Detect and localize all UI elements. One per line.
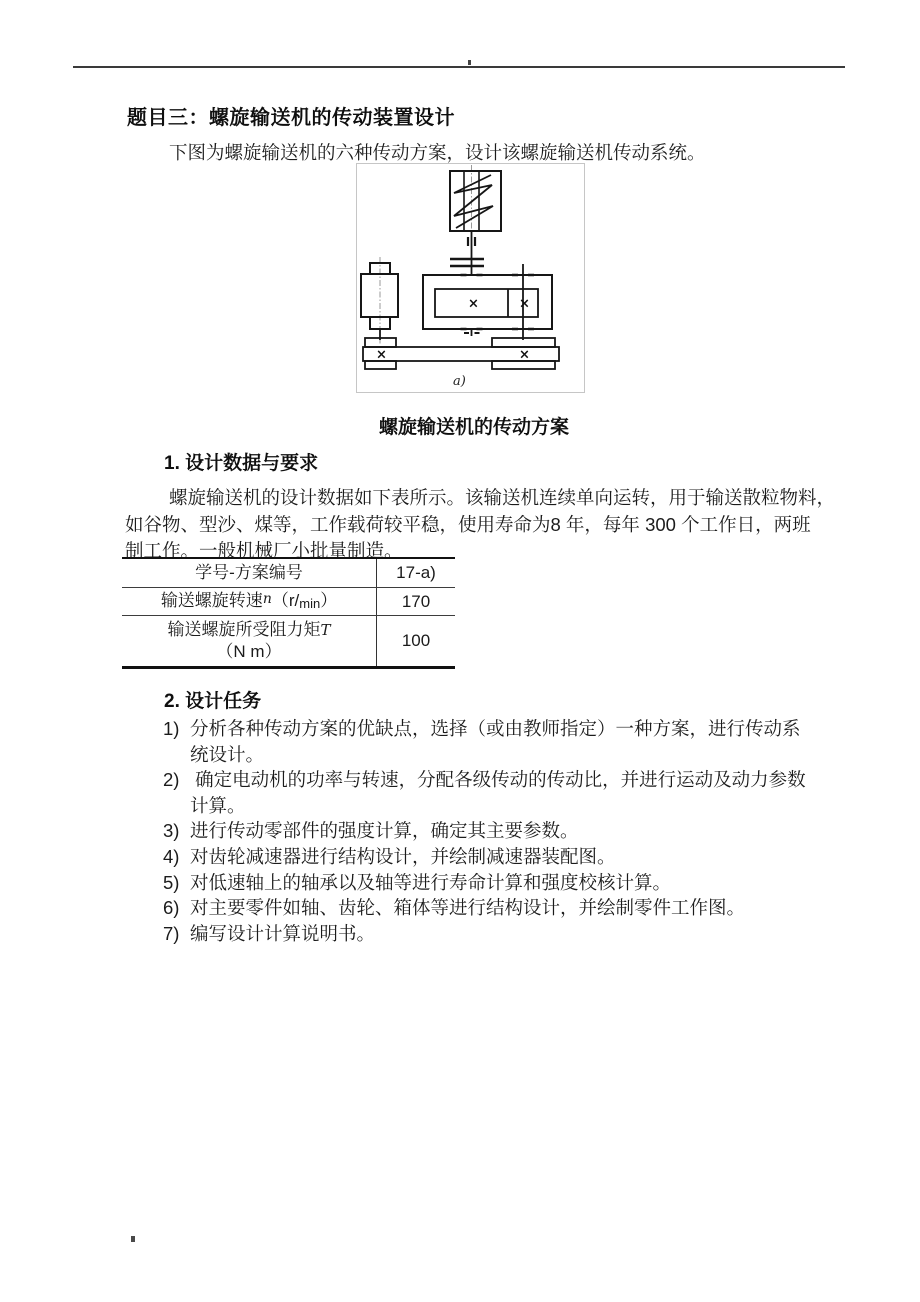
row2-label-text: 输送螺旋转速	[160, 591, 263, 610]
row2-value: 170	[401, 591, 431, 611]
torque-symbol: T	[320, 621, 331, 639]
unit-close: ）	[320, 591, 338, 610]
item-line: 统设计。	[190, 743, 265, 765]
unit-open: （r/	[271, 591, 300, 610]
speed-symbol: n	[262, 591, 272, 607]
figure-title: 螺旋输送机的传动方案	[378, 417, 569, 438]
item-line: 确定电动机的功率与转速，分配各级传动的传动比，并进行运动及动力参数	[190, 769, 806, 791]
item-line: 对齿轮减速器进行结构设计，并绘制减速器装配图。	[190, 845, 616, 867]
screw-helix	[454, 175, 493, 228]
item-text	[190, 767, 806, 818]
list-item	[163, 921, 806, 947]
item-line: 进行传动零部件的强度计算，确定其主要参数。	[190, 820, 579, 842]
section2-heading: 2. 设计任务	[164, 691, 262, 712]
list-item	[163, 844, 806, 870]
transmission-scheme-drawing	[357, 164, 584, 392]
gear-cross-left: ×	[468, 296, 479, 312]
row3-label-line2: （N m）	[216, 642, 282, 661]
list-item	[163, 818, 806, 844]
task-list	[163, 716, 806, 946]
item-number: 3)	[163, 820, 180, 842]
row1-value: 17-a)	[396, 563, 436, 582]
pulley-cross-left: ×	[376, 347, 387, 363]
motor-symbol	[361, 263, 398, 340]
item-line: 编写设计计算说明书。	[190, 922, 376, 944]
table-row	[122, 588, 455, 616]
intro-paragraph: 下图为螺旋输送机的六种传动方案，设计该螺旋输送机传动系统。	[169, 142, 706, 163]
gear-cross-right: ×	[519, 296, 530, 312]
figure-caption-label: a)	[453, 374, 466, 389]
paragraph-line: 如谷物、型沙、煤等，工作载荷较平稳，使用寿命为8 年，每年 300 个工作日，两班	[125, 513, 811, 535]
item-text	[190, 895, 745, 921]
paragraph-line: 制工作。一般机械厂小批量制造。	[125, 540, 403, 561]
page-title: 题目三：螺旋输送机的传动装置设计	[127, 107, 455, 129]
item-text	[190, 844, 616, 870]
item-number: 5)	[163, 871, 180, 893]
item-text	[190, 921, 375, 947]
item-number: 6)	[163, 897, 180, 919]
table-row	[122, 559, 455, 588]
item-number: 1)	[163, 718, 180, 739]
list-item	[163, 716, 806, 767]
paragraph-line: 螺旋输送机的设计数据如下表所示。该输送机连续单向运转，用于输送散粒物料，	[169, 487, 836, 508]
item-text	[190, 716, 801, 767]
row1-label: 学号-方案编号	[195, 563, 303, 582]
section1-paragraph	[125, 485, 835, 565]
gearbox-symbol	[423, 275, 552, 336]
item-text	[190, 818, 579, 844]
table-row	[122, 616, 455, 666]
design-data-table	[122, 557, 455, 669]
list-item	[163, 767, 806, 818]
table-row-label	[122, 588, 377, 615]
section1-heading: 1. 设计数据与要求	[164, 453, 319, 474]
item-number: 4)	[163, 845, 180, 867]
coupling-symbol	[450, 259, 484, 266]
item-number: 2)	[163, 769, 180, 791]
item-line: 对低速轴上的轴承以及轴等进行寿命计算和强度校核计算。	[190, 871, 672, 893]
list-item	[163, 870, 806, 896]
item-text	[190, 870, 671, 896]
row3-label-text: 输送螺旋所受阻力矩	[167, 620, 321, 639]
table-row-label	[122, 616, 377, 666]
row3-label-line1	[167, 619, 330, 641]
transmission-scheme-figure	[356, 163, 585, 393]
list-item	[163, 895, 806, 921]
row2-label	[161, 588, 337, 615]
header-mark	[468, 60, 471, 65]
unit-min: min	[299, 596, 321, 611]
header-rule	[73, 66, 845, 68]
item-line: 对主要零件如轴、齿轮、箱体等进行结构设计，并绘制零件工作图。	[190, 897, 746, 919]
screw-conveyor-symbol	[450, 171, 501, 231]
row3-value: 100	[401, 631, 431, 650]
item-line: 分析各种传动方案的优缺点，选择（或由教师指定）一种方案，进行传动系	[190, 718, 801, 739]
pulley-cross-right: ×	[519, 347, 530, 363]
item-number: 7)	[163, 922, 180, 944]
item-line: 计算。	[190, 794, 246, 816]
table-row-label	[122, 559, 377, 587]
footer-mark	[131, 1236, 135, 1242]
